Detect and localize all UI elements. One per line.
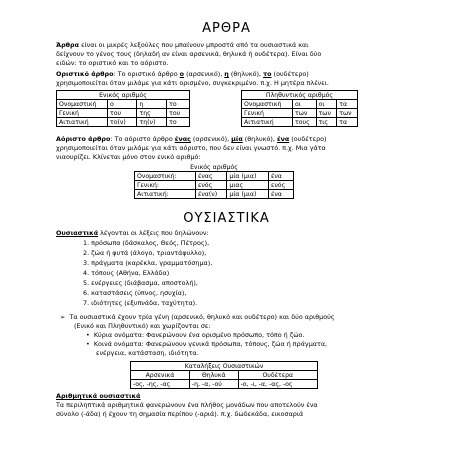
table-header: Ενικός αριθμός (57, 91, 190, 100)
list-item: 5. ενέργειες (διάβασμα, αποστολή), (83, 279, 198, 287)
articles-term: Άρθρα (56, 41, 80, 49)
list-item: 3. πράγματα (καρέκλα, γραμματόσημα), (83, 259, 213, 267)
table-row: -ος, -ης, -ας -η, -α, -ού -ο, -ι, -α, -ας, -ος (131, 380, 318, 389)
noun-endings-table (130, 361, 318, 389)
indefinite-article-line-2: χρησιμοποιείται όταν μιλάμε για κάτι αόριστο, που δεν είναι γνωστό. π.χ. Μια γάτα (56, 144, 326, 152)
table-row: Αρσενικά Θηλυκά Ουδέτερα (131, 371, 318, 380)
definite-article-line-1: Οριστικό άρθρο: Το οριστικό άρθρο ο (αρσενικό), η (θηλυκό), το (ουδέτερο) (56, 70, 309, 78)
nouns-intro: Ουσιαστικά λέγονται οι λέξεις που δηλώνουν: (56, 229, 209, 237)
table-row: Ονομαστική ο η το (57, 100, 190, 109)
table-row: Γενική: ενός μιας ενός (135, 181, 294, 190)
table-row: Αιτιατική τους τις τα (242, 118, 358, 127)
list-item: 7. ιδιότητες (εξυπνάδα, ταχύτητα). (83, 299, 198, 307)
singular-definite-table (56, 90, 190, 127)
indefinite-article-line-3: νιαουρίζει. Κλίνεται μόνο στον ενικό αριθμό: (56, 153, 201, 161)
articles-title: ΑΡΘΡΑ (202, 21, 251, 36)
numeral-nouns-title: Αριθμητικά ουσιαστικά (56, 392, 141, 400)
articles-intro-line-2: δείχνουν το γένος τους (δηλαδή αν είναι αρσενικά, θηλυκά ή ουδέτερα). Είναι δύο (56, 50, 322, 58)
common-nouns-bullet: • Κοινά ονόματα: Φανερώνουν γενικά πρόσωπα, τόπους, ζώα ή πράγματα, (86, 340, 328, 348)
list-item: 1. πρόσωπα (δάσκαλος, Θεός, Πέτρος), (83, 239, 210, 247)
table-row: Ονομαστική: ένας μία (μια) ένα (135, 172, 294, 181)
table-row: Αιτιατική: ένα(ν) μία (μια) ένα (135, 190, 294, 199)
bullet-icon: • (86, 340, 90, 348)
gender-line-1: ➢ Τα ουσιαστικά έχουν τρία γένη (αρσενικό, θηλυκό και ουδέτερο) και δύο αριθμούς (60, 313, 335, 321)
articles-intro-line-1: Άρθρα είναι οι μικρές λεξούλες που μπαίνουν μπροστά από τα ουσιαστικά και (56, 41, 309, 49)
common-nouns-bullet-cont: ενέργεια, κατάσταση, ιδιότητα. (96, 349, 199, 357)
table-header: Πληθυντικός αριθμός (242, 91, 358, 100)
articles-intro-line-3: ειδών: το οριστικό και το αόριστο. (56, 59, 169, 67)
list-item: 2. ζώα ή φυτά (άλογο, τριαντάφυλλο), (83, 249, 207, 257)
list-item: 6. καταστάσεις (ύπνος, ησυχία), (83, 289, 187, 297)
numeral-nouns-line-1: Τα περιληπτικά αριθμητικά φανερώνουν ένα πλήθος μονάδων που αποτελούν ένα (56, 401, 318, 409)
gender-line-2: (Ενικό και Πληθυντικό) και χωρίζονται σε: (74, 322, 211, 330)
table-row: Γενική του της του (57, 109, 190, 118)
definite-article-line-2: χρησιμοποιείται όταν μιλάμε για κάτι ορισμένο, συγκεκριμένο. π.χ. Η μητέρα πλένει. (56, 79, 329, 87)
indefinite-article-table (134, 163, 294, 199)
proper-nouns-bullet: • Κύρια ονόματα: Φανερώνουν ένα ορισμένο πρόσωπο, τόπο ή ζώο. (86, 331, 305, 339)
indefinite-article-line-1: Αόριστο άρθρο: Το αόριστο άρθρο ένας (αρσενικό), μία (θηλυκό), ένα (ουδέτερο) (56, 135, 327, 143)
list-item: 4. τόπους (Αθήνα, Ελλάδα) (83, 269, 170, 277)
plural-definite-table (241, 90, 358, 127)
table-header: Ενικός αριθμός (135, 163, 294, 172)
numeral-nouns-line-2: σύνολο (-άδα) ή έχουν τη σημασία περίπου (-αριά). π.χ. δωδεκάδα, εικοσαριά (56, 410, 304, 418)
table-header: Καταλήξεις Ουσιαστικών (131, 362, 318, 371)
arrow-bullet-icon: ➢ (60, 313, 66, 321)
table-row: Γενική των των των (242, 109, 358, 118)
table-row: Αιτιατική το(ν) τη(ν) το (57, 118, 190, 127)
bullet-icon: • (86, 331, 90, 339)
nouns-title: ΟΥΣΙΑΣΤΙΚΑ (183, 211, 270, 226)
table-row: Ονομαστική οι οι τα (242, 100, 358, 109)
